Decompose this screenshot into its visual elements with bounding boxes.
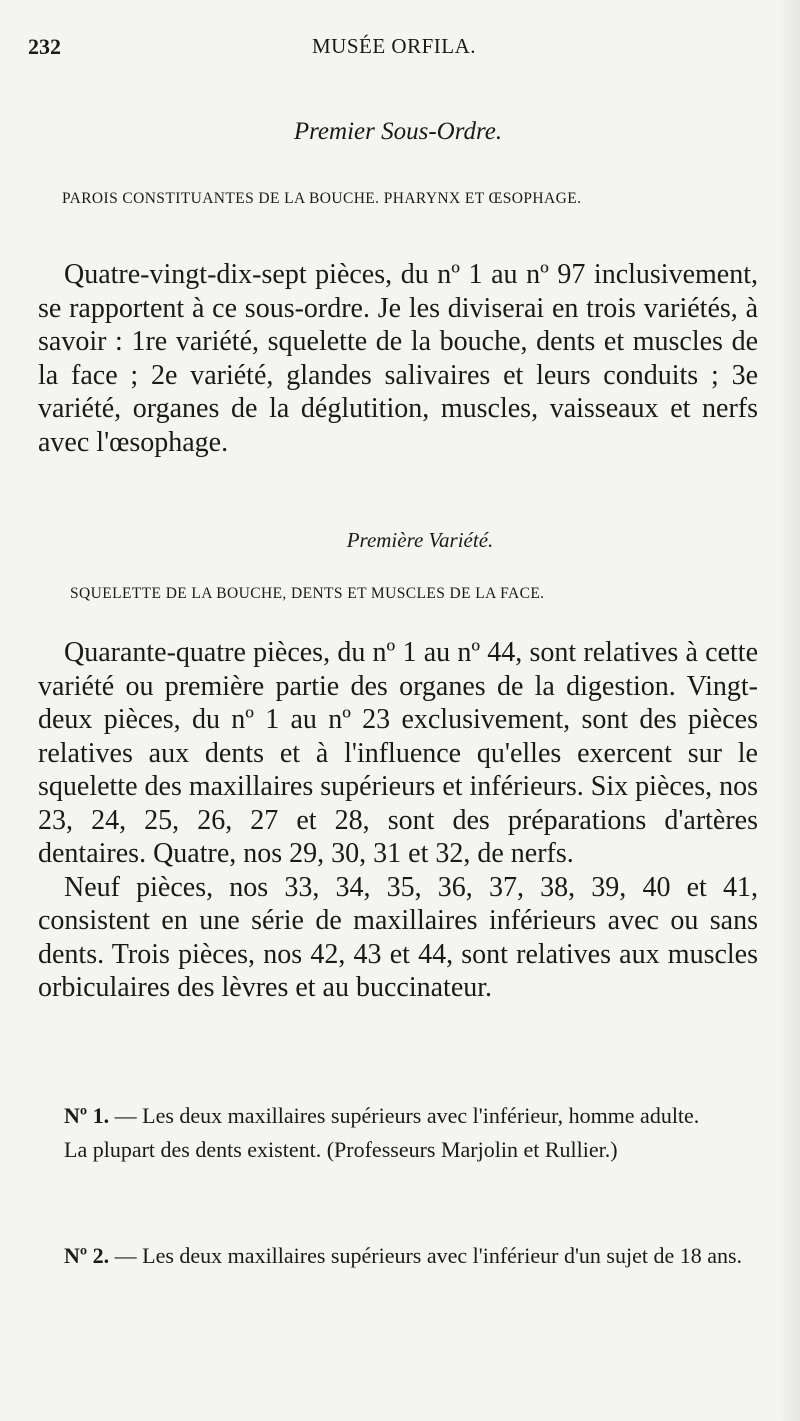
section-title-variete: Première Variété. [346, 528, 494, 552]
catalog-item-2-entry [38, 1242, 758, 1270]
section-title-sous-ordre: Premier Sous-Ordre. [293, 118, 503, 145]
catalog-item-2 [38, 1242, 758, 1270]
catalog-item-2-number: Nº 2. [64, 1243, 110, 1268]
catalog-item-1 [38, 1102, 758, 1164]
intro-paragraph-text: Quatre-vingt-dix-sept pièces, du nº 1 au nº 97 inclusivement, se rapportent à ce sous-ordre. Je les diviserai en trois variétés, à savoir : 1re variété, squelette de la bouche, dents et muscles de la face ; 2e variété, glandes salivaires et leurs conduits ; 3e variété, organes de la déglutition, muscles, vaisseaux et nerfs avec l'œsophage. [38, 259, 758, 458]
section-subheading-parois: PAROIS CONSTITUANTES DE LA BOUCHE. PHARYNX ET ŒSOPHAGE. [62, 190, 582, 207]
page-edge-shadow [778, 0, 800, 1421]
section-subheading-squelette: SQUELETTE DE LA BOUCHE, DENTS ET MUSCLES DE LA FACE. [70, 585, 545, 602]
catalog-item-1-text: — Les deux maxillaires supérieurs avec l'inférieur, homme adulte. [114, 1103, 700, 1128]
variete-paragraph-1: Quarante-quatre pièces, du nº 1 au nº 44, sont relatives à cette variété ou première partie des organes de la digestion. Vingt-deux pièces, du nº 1 au nº 23 exclusivement, sont des pièces relatives aux dents et à l'influence qu'elles exercent sur le squelette des maxillaires supérieurs et inférieurs. Six pièces, nos 23, 24, 25, 26, 27 et 28, sont des préparations d'artères dentaires. Quatre, nos 29, 30, 31 et 32, de nerfs. [38, 637, 759, 869]
variete-paragraphs [38, 636, 758, 1005]
catalog-item-1-note: La plupart des dents existent. (Professeurs Marjolin et Rullier.) [64, 1137, 618, 1162]
catalog-item-1-entry [38, 1102, 758, 1130]
page-header [28, 34, 760, 64]
catalog-item-1-number: Nº 1. [64, 1103, 110, 1128]
variete-paragraph-2: Neuf pièces, nos 33, 34, 35, 36, 37, 38, 39, 40 et 41, consistent en une série de maxillaires inférieurs avec ou sans dents. Trois pièces, nos 42, 43 et 44, sont relatives aux muscles orbiculaires des lèvres et au buccinateur. [38, 871, 758, 1003]
intro-paragraph [38, 258, 758, 459]
running-head: MUSÉE ORFILA. [311, 34, 476, 58]
page-number: 232 [28, 34, 61, 59]
catalog-item-2-text: — Les deux maxillaires supérieurs avec l'inférieur d'un sujet de 18 ans. [114, 1243, 743, 1268]
